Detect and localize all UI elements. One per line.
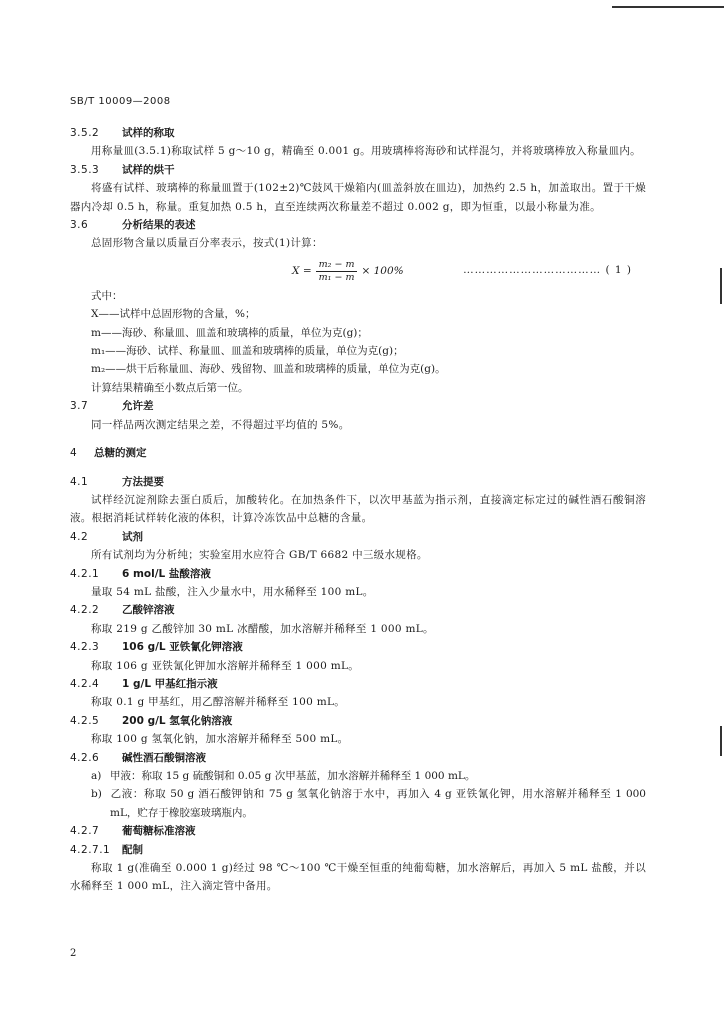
formula-rhs: × 100% <box>361 265 404 278</box>
section-number: 3.7 <box>70 400 89 413</box>
variable-description: ——海砂、试样、称量皿、皿盖和玻璃棒的质量，单位为克(g)； <box>105 345 404 358</box>
section-3-7-body: 同一样品两次测定结果之差，不得超过平均值的 5%。 <box>91 418 350 431</box>
standard-code: SB/T 10009—2008 <box>70 96 171 107</box>
formula-denominator: m₁ − m <box>318 271 355 283</box>
section-title: 6 mol/L 盐酸溶液 <box>122 567 211 580</box>
section-number: 4.2.7.1 <box>70 843 111 856</box>
section-title: 试样的称取 <box>122 127 175 139</box>
section-number: 3.5.2 <box>70 127 100 139</box>
variable-definition <box>70 305 646 323</box>
section-title: 200 g/L 氢氧化钠溶液 <box>122 714 233 727</box>
variable-definition <box>70 324 646 342</box>
list-item-text: 乙液：称取 50 g 酒石酸钾钠和 75 g 氢氧化钠溶于水中，再加入 4 g 亚铁氰化钾，用水溶解并稀释至 1 000 mL，贮存于橡胶塞玻璃瓶内。 <box>110 788 646 819</box>
section-4-2-5-body: 称取 100 g 氢氧化钠，加水溶解并稀释至 500 mL。 <box>91 733 349 746</box>
variable-description: ——烘干后称量皿、海砂、残留物、皿盖和玻璃棒的质量，单位为克(g)。 <box>105 363 446 376</box>
section-title: 允许差 <box>122 400 154 413</box>
list-item-text: 甲液：称取 15 g 硫酸铜和 0.05 g 次甲基蓝，加水溶解并稀释至 1 000 mL。 <box>110 770 476 782</box>
scan-edge-line-top <box>612 6 724 8</box>
section-4-2-3-heading <box>70 638 646 656</box>
scan-edge-line-right <box>720 268 722 304</box>
section-title: 葡萄糖标准溶液 <box>122 825 196 838</box>
where-label: 式中： <box>91 289 123 302</box>
spacer <box>70 463 646 473</box>
section-4-2-6-heading <box>70 749 646 767</box>
section-number: 4.2.6 <box>70 751 100 764</box>
section-3-6-heading <box>70 216 646 234</box>
section-3-5-3-heading <box>70 161 646 179</box>
formula-number: ……………………………… ( 1 ) <box>463 263 632 276</box>
section-4-2-7-heading <box>70 822 646 840</box>
section-number: 4.1 <box>70 475 89 488</box>
page-number: 2 <box>70 948 77 959</box>
formula-numerator: m₂ − m <box>316 259 358 272</box>
formula-intro: 总固形物含量以质量百分率表示，按式(1)计算： <box>91 237 323 250</box>
formula-row <box>70 253 646 287</box>
section-4-2-7-1-heading <box>70 841 646 859</box>
section-title: 配制 <box>122 843 143 856</box>
section-number: 4.2.7 <box>70 825 100 838</box>
section-title: 总糖的测定 <box>94 447 147 460</box>
variable-symbol: X <box>91 308 99 321</box>
section-4-2-3-body: 称取 106 g 亚铁氰化钾加水溶解并稀释至 1 000 mL。 <box>91 659 360 672</box>
calculation-note: 计算结果精确至小数点后第一位。 <box>91 381 249 394</box>
section-number: 4.2 <box>70 530 89 543</box>
section-number: 4.2.1 <box>70 567 100 580</box>
formula-lhs: X = <box>292 265 312 278</box>
section-3-5-3-body: 将盛有试样、玻璃棒的称量皿置于(102±2)℃鼓风干燥箱内(皿盖斜放在皿边)，加热约 2.5 h，加盖取出。置于干燥器内冷却 0.5 h，称量。重复加热 0.5 h，直至连续两次称量差不超过 0.002 g，即为恒重，以最小称量为准。 <box>70 182 646 213</box>
variable-symbol: m <box>91 326 101 339</box>
list-item <box>70 767 646 785</box>
variable-description: ——试样中总固形物的含量，%； <box>98 308 256 321</box>
document-body <box>70 124 646 896</box>
section-4-2-2-body: 称取 219 g 乙酸锌加 30 mL 冰醋酸，加水溶解并稀释至 1 000 mL。 <box>91 622 434 635</box>
section-number: 4 <box>70 447 78 460</box>
section-number: 4.2.2 <box>70 604 100 617</box>
section-4-2-2-heading <box>70 601 646 619</box>
chapter-4-heading <box>70 444 646 462</box>
section-4-2-heading <box>70 528 646 546</box>
variable-description: ——海砂、称量皿、皿盖和玻璃棒的质量，单位为克(g)； <box>100 326 368 339</box>
section-title: 试剂 <box>122 530 143 543</box>
section-4-2-4-body: 称取 0.1 g 甲基红，用乙醇溶解并稀释至 100 mL。 <box>91 696 346 709</box>
variable-symbol: m₁ <box>91 345 106 358</box>
section-3-5-2-heading <box>70 124 646 142</box>
section-4-1-body: 试样经沉淀剂除去蛋白质后，加酸转化。在加热条件下，以次甲基蓝为指示剂，直接滴定标定过的碱性酒石酸铜溶液。根据消耗试样转化液的体积，计算冷冻饮品中总糖的含量。 <box>70 493 646 525</box>
section-4-2-5-heading <box>70 712 646 730</box>
variable-definition <box>70 342 646 360</box>
formula-fraction <box>316 259 358 284</box>
section-number: 3.6 <box>70 219 89 232</box>
section-4-1-heading <box>70 473 646 491</box>
section-title: 乙酸锌溶液 <box>122 604 175 617</box>
section-3-7-heading <box>70 397 646 415</box>
formula <box>292 259 404 284</box>
section-title: 方法提要 <box>122 475 164 488</box>
section-number: 4.2.5 <box>70 714 100 727</box>
section-number: 3.5.3 <box>70 163 100 176</box>
variable-symbol: m₂ <box>91 363 106 376</box>
section-4-2-1-body: 量取 54 mL 盐酸，注入少量水中，用水稀释至 100 mL。 <box>91 585 374 598</box>
section-4-2-4-heading <box>70 675 646 693</box>
section-title: 106 g/L 亚铁氰化钾溶液 <box>122 641 243 654</box>
list-item <box>70 785 646 822</box>
spacer <box>70 434 646 444</box>
scan-edge-line-right-lower <box>720 726 722 756</box>
section-3-5-2-body: 用称量皿(3.5.1)称取试样 5 g～10 g，精确至 0.001 g。用玻璃棒将海砂和试样混匀，并将玻璃棒放入称量皿内。 <box>91 145 641 158</box>
section-title: 碱性酒石酸铜溶液 <box>122 751 206 764</box>
section-4-2-7-1-body: 称取 1 g(准确至 0.000 1 g)经过 98 ℃～100 ℃干燥至恒重的纯葡萄糖，加水溶解后，再加入 5 mL 盐酸，并以水稀释至 1 000 mL，注入滴定管中备用。 <box>70 862 646 893</box>
section-number: 4.2.3 <box>70 641 100 654</box>
section-number: 4.2.4 <box>70 677 100 690</box>
section-4-2-1-heading <box>70 565 646 583</box>
section-title: 试样的烘干 <box>122 163 175 176</box>
variable-definition <box>70 360 646 378</box>
section-title: 分析结果的表述 <box>122 219 196 232</box>
list-item-label: a) <box>91 770 102 782</box>
list-item-label: b) <box>91 788 102 801</box>
section-title: 1 g/L 甲基红指示液 <box>122 677 218 690</box>
section-4-2-body: 所有试剂均为分析纯；实验室用水应符合 GB/T 6682 中三级水规格。 <box>91 549 428 562</box>
